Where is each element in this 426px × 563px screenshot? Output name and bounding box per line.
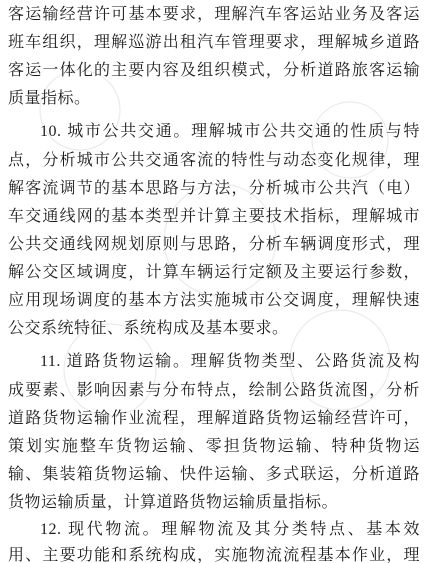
text-line: 点，分析城市公共交通客流的特性与动态变化规律，理 [8,150,420,169]
text-line: 解客流调节的基本思路与方法，分析城市公共汽（电） [8,178,420,197]
section-heading-line: 10. 城市公共交通。理解城市公共交通的性质与特 [40,123,420,140]
section-heading-line: 11. 道路货物运输。理解货物类型、公路货流及构 [40,353,420,370]
text-line: 公交系统特征、系统构成及基本要求。 [8,318,289,337]
text-line: 成要素、影响因素与分布特点，绘制公路货流图，分析 [8,380,420,399]
text-line: 质量指标。 [8,88,91,107]
text-line: 策划实施整车货物运输、零担货物运输、特种货物运 [8,436,420,455]
text-line: 客运一体化的主要内容及组织模式，分析道路旅客运输 [8,60,420,79]
text-line: 用、主要功能和系统构成，实施物流流程基本作业，理 [8,545,420,563]
text-line: 应用现场调度的基本方法实施城市公交调度，理解快速 [8,290,420,309]
section-heading-line: 12. 现代物流。理解物流及其分类特点、基本效 [40,521,420,538]
text-line: 道路货物运输作业流程，理解道路货物运输经营许可， [8,408,420,427]
text-line: 货物运输质量，计算道路货物运输质量指标。 [8,492,339,511]
text-line: 输、集装箱货物运输、快件运输、多式联运，分析道路 [8,464,420,483]
text-line: 客运输经营许可基本要求，理解汽车客运站业务及客运 [8,4,420,23]
text-line: 公共交通线网规划原则与思路，分析车辆调度形式，理 [8,234,420,253]
text-line: 解公交区域调度，计算车辆运行定额及主要运行参数， [8,262,420,281]
text-line: 班车组织，理解巡游出租汽车管理要求，理解城乡道路 [8,32,420,51]
text-line: 车交通线网的基本类型并计算主要技术指标，理解城市 [8,206,420,225]
